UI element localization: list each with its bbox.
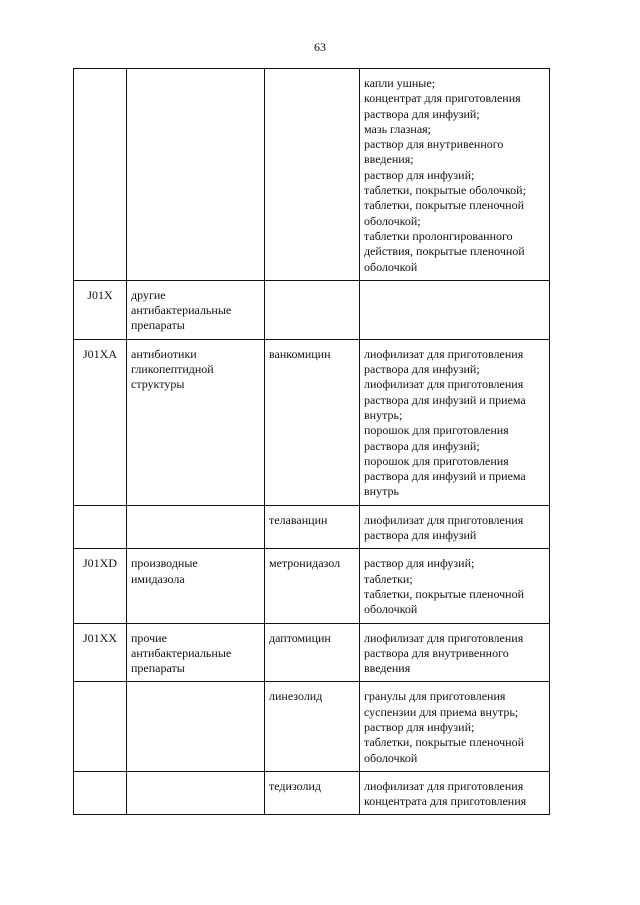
dosage-form-line: концентрата для приготовления [364,794,527,809]
dosage-form-line: лиофилизат для приготовления [364,346,524,361]
drug-name-cell: тедизолид [265,771,360,815]
dosage-form-line: раствора для инфузий; [364,106,480,121]
dosage-form-line: раствор для инфузий; [364,556,475,571]
table-row [74,623,550,682]
dosage-form-line: капли ушные; [364,76,436,90]
dosage-forms-cell [360,771,550,815]
dosage-form-line: внутрь [364,484,399,499]
dosage-form-line: оболочкой [364,750,418,765]
dosage-form-line: раствора для инфузий; [364,362,480,377]
dosage-form-line: концентрат для приготовления [364,91,521,106]
group-line: гликопептидной [131,362,214,377]
dosage-forms-cell [360,505,550,549]
atc-code-cell [74,69,127,281]
dosage-form-line: лиофилизат для приготовления [364,630,524,645]
dosage-form-line: порошок для приготовления [364,453,509,468]
dosage-form-line: раствора для инфузий и приема [364,469,526,484]
dosage-form-line: порошок для приготовления [364,423,509,438]
dosage-form-line: раствора для инфузий; [364,438,480,453]
dosage-form-line: раствора для инфузий [364,528,477,543]
dosage-form-line: действия, покрытые пленочной [364,244,525,259]
anatomical-therapeutic-group-cell [127,505,265,549]
dosage-form-line: гранулы для приготовления [364,689,506,704]
page-number: 63 [314,40,326,54]
atc-code-cell: J01XA [74,339,127,505]
table-row [74,549,550,623]
dosage-form-line: таблетки, покрытые пленочной [364,198,525,213]
dosage-forms-cell [360,682,550,771]
table-row [74,505,550,549]
dosage-form-line: внутрь; [364,407,403,422]
dosage-form-line: таблетки; [364,571,413,586]
atc-code-cell: J01XD [74,549,127,623]
dosage-form-line: таблетки, покрытые оболочкой; [364,183,526,198]
atc-code-cell: J01X [74,280,127,339]
dosage-form-line: суспензии для приема внутрь; [364,704,519,719]
table-body [74,69,550,815]
dosage-form-line: оболочкой; [364,213,421,228]
group-line: антибиотики [131,346,197,361]
anatomical-therapeutic-group-cell [127,682,265,771]
drug-name-cell: даптомицин [265,623,360,682]
anatomical-therapeutic-group-cell [127,771,265,815]
dosage-form-line: раствор для инфузий; [364,167,475,182]
group-line: другие [131,287,166,302]
dosage-form-line: лиофилизат для приготовления [364,512,524,527]
group-line: препараты [131,661,185,676]
table-row [74,771,550,815]
dosage-form-line: оболочкой [364,602,418,617]
anatomical-therapeutic-group-cell [127,623,265,682]
group-line: структуры [131,377,185,392]
dosage-form-line: раствор для инфузий; [364,719,475,734]
group-line: имидазола [131,571,185,586]
atc-code-cell [74,771,127,815]
dosage-form-line: раствора для инфузий и приема [364,392,526,407]
dosage-form-line: лиофилизат для приготовления [364,377,524,392]
dosage-forms-cell [360,549,550,623]
atc-code-cell: J01XX [74,623,127,682]
atc-code-cell [74,682,127,771]
dosage-form-line: таблетки, покрытые пленочной [364,735,525,750]
anatomical-therapeutic-group-cell [127,280,265,339]
group-line: препараты [131,318,185,333]
anatomical-therapeutic-group-cell [127,69,265,281]
dosage-form-line: таблетки, покрытые пленочной [364,586,525,601]
drug-name-cell: линезолид [265,682,360,771]
drug-name-cell [265,69,360,281]
group-line: антибактериальные [131,645,232,660]
dosage-form-line: раствор для внутривенного [364,137,504,152]
group-line: антибактериальные [131,303,232,318]
dosage-form-line: оболочкой [364,259,418,274]
group-line: прочие [131,630,167,645]
anatomical-therapeutic-group-cell [127,339,265,505]
dosage-forms-cell [360,280,550,339]
drug-name-cell: телаванцин [265,505,360,549]
drug-name-cell: метронидазол [265,549,360,623]
dosage-forms-cell [360,623,550,682]
dosage-form-line: введения; [364,152,414,167]
atc-code-cell [74,505,127,549]
dosage-form-line: раствора для внутривенного [364,645,509,660]
drug-name-cell [265,280,360,339]
dosage-form-line: мазь глазная; [364,121,432,136]
drug-name-cell: ванкомицин [265,339,360,505]
anatomical-therapeutic-group-cell [127,549,265,623]
dosage-form-line: введения [364,661,411,676]
dosage-form-line: таблетки пролонгированного [364,228,513,243]
table-row [74,280,550,339]
table-row [74,69,550,281]
table-row [74,682,550,771]
group-line: производные [131,556,198,571]
dosage-form-line: лиофилизат для приготовления [364,778,524,793]
dosage-forms-cell [360,339,550,505]
table-row [74,339,550,505]
drug-classification-table [73,68,550,815]
dosage-forms-cell [360,69,550,281]
